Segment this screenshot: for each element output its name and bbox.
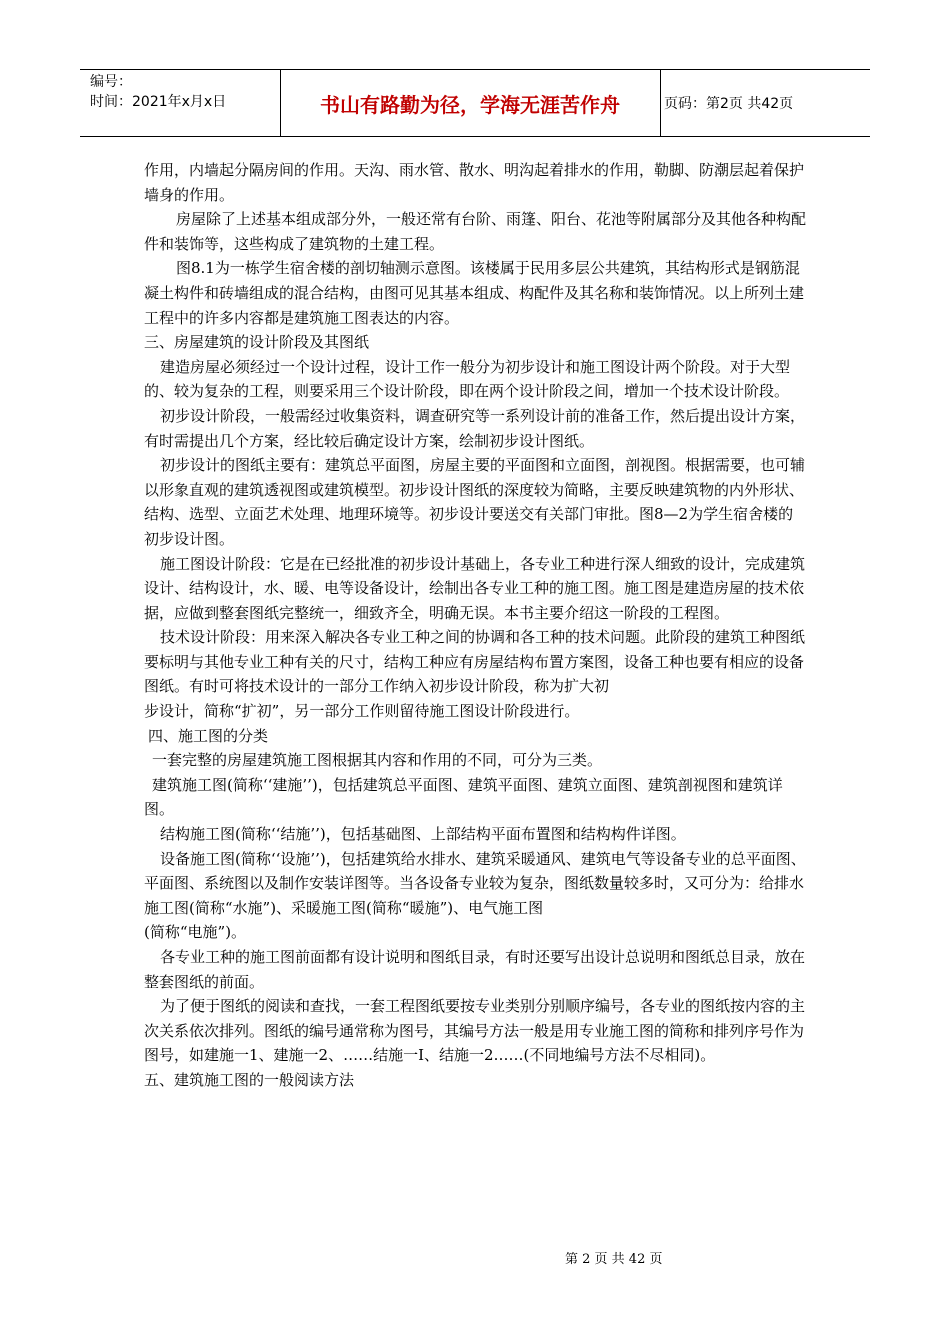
paragraph: 建造房屋必须经过一个设计过程，设计工作一般分为初步设计和施工图设计两个阶段。对于大型的、较为复杂的工程，则要采用三个设计阶段，即在两个设计阶段之间，增加一个技术设计阶段。 xyxy=(144,357,791,401)
paragraph: 设备施工图(简称‘‘设施’’)，包括建筑给水排水、建筑采暖通风、建筑电气等设备专业的总平面图、平面图、系统图以及制作安装详图等。当各设备专业较为复杂，图纸数量较多时，又可分为：给排水施工图(简称“水施”)、采暖施工图(简称“暖施”)、电气施工图 xyxy=(144,849,806,917)
page-header xyxy=(80,69,870,137)
paragraph: 初步设计的图纸主要有：建筑总平面图，房屋主要的平面图和立面图，剖视图。根据需要，也可辅以形象直观的建筑透视图或建筑模型。初步设计图纸的深度较为简略，主要反映建筑物的内外形状、结构、选型、立面艺术处理、地理环境等。初步设计要送交有关部门审批。图8—2为学生宿舍楼的初步设计图。 xyxy=(144,456,806,548)
section-heading: 四、施工图的分类 xyxy=(148,726,269,745)
paragraph: (简称“电施”)。 xyxy=(144,923,247,942)
paragraph: 建筑施工图(简称‘‘建施’’)，包括建筑总平面图、建筑平面图、建筑立面图、建筑剖视图和建筑详图。 xyxy=(144,775,783,819)
page-footer: 第 2 页 共 42 页 xyxy=(565,1252,663,1267)
paragraph: 各专业工种的施工图前面都有设计说明和图纸目录，有时还要写出设计总说明和图纸总目录，放在整套图纸的前面。 xyxy=(144,948,806,991)
header-page-info: 页码：第2页 共42页 xyxy=(664,96,794,112)
time-label: 时间：2021年x月x日 xyxy=(90,94,227,110)
paragraph: 结构施工图(简称‘‘结施’’)，包括基础图、上部结构平面布置图和结构构件详图。 xyxy=(160,825,686,844)
header-motto: 书山有路勤为径，学海无涯苦作舟 xyxy=(320,93,620,117)
paragraph: 一套完整的房屋建筑施工图根据其内容和作用的不同，可分为三类。 xyxy=(152,751,603,770)
section-heading: 三、房屋建筑的设计阶段及其图纸 xyxy=(144,333,370,352)
paragraph: 施工图设计阶段：它是在已经批准的初步设计基础上，各专业工种进行深人细致的设计，完成建筑设计、结构设计，水、暖、电等设备设计，绘制出各专业工种的施工图。施工图是建造房屋的技术依据，应做到整套图纸完整统一，细致齐全，明确无误。本书主要介绍这一阶段的工程图。 xyxy=(144,554,806,622)
paragraph: 技术设计阶段：用来深入解决各专业工种之间的协调和各工种的技术问题。此阶段的建筑工种图纸要标明与其他专业工种有关的尺寸，结构工种应有房屋结构布置方案图，设备工种也要有相应的设备图纸。有时可将技术设计的一部分工作纳入初步设计阶段，称为扩大初 xyxy=(144,628,806,696)
header-bottom-rule xyxy=(80,136,870,137)
header-top-rule xyxy=(80,69,870,70)
paragraph: 步设计，简称“扩初”，另一部分工作则留待施工图设计阶段进行。 xyxy=(144,702,580,721)
paragraph: 图8.1为一栋学生宿舍楼的剖切轴测示意图。该楼属于民用多层公共建筑，其结构形式是钢筋混凝土构件和砖墙组成的混合结构，由图可见其基本组成、构配件及其名称和装饰情况。以上所列土建工程中的许多内容都是建筑施工图表达的内容。 xyxy=(144,259,805,327)
header-info xyxy=(90,72,226,112)
body-text xyxy=(144,158,808,1093)
paragraph: 初步设计阶段，一般需经过收集资料，调查研究等一系列设计前的准备工作，然后提出设计方案，有时需提出几个方案，经比较后确定设计方案，绘制初步设计图纸。 xyxy=(144,406,806,450)
paragraph: 为了便于图纸的阅读和查找，一套工程图纸要按专业类别分别顺序编号，各专业的图纸按内容的主次关系依次排列。图纸的编号通常称为图号，其编号方法一般是用专业施工图的简称和排列序号作为图号，如建施一1、建施一2、……结施一I、结施一2……(不同地编号方法不尽相同)。 xyxy=(144,997,806,1065)
paragraph: 作用，内墙起分隔房间的作用。天沟、雨水管、散水、明沟起着排水的作用，勒脚、防潮层起着保护墙身的作用。 xyxy=(144,161,805,204)
paragraph: 房屋除了上述基本组成部分外，一般还常有台阶、雨篷、阳台、花池等附属部分及其他各种构配件和装饰等，这些构成了建筑物的土建工程。 xyxy=(144,210,807,253)
header-divider-right xyxy=(660,69,661,137)
number-label: 编号： xyxy=(90,74,132,90)
section-heading: 五、建筑施工图的一般阅读方法 xyxy=(144,1070,355,1089)
